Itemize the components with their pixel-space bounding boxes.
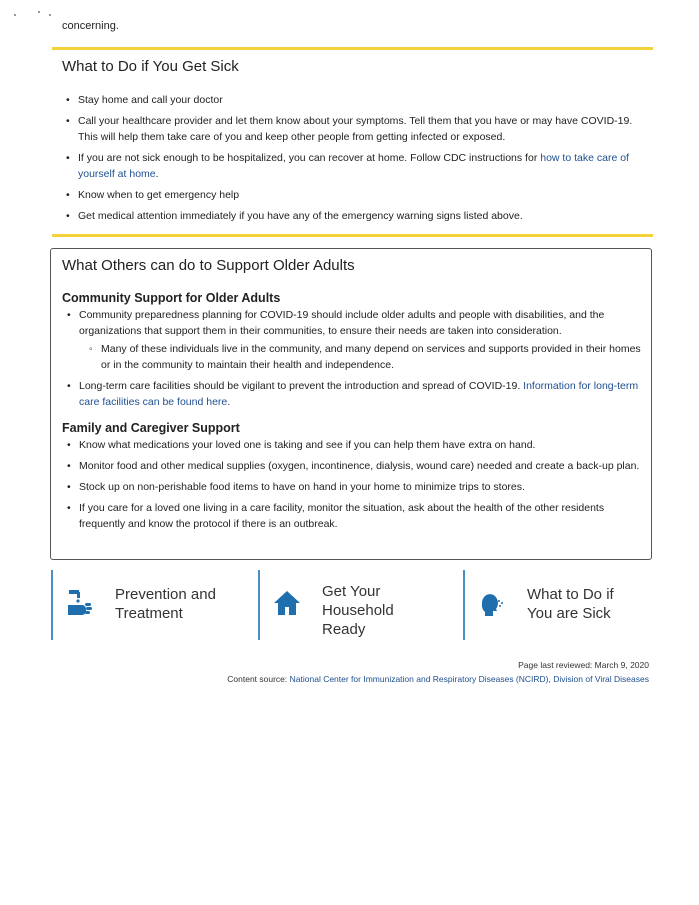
card-label: What to Do if You are Sick [527, 586, 614, 622]
sick-card[interactable] [463, 570, 655, 640]
list-item: • Know what medications your loved one is taking and see if you can help them have extra on hand. [67, 437, 641, 453]
list-item: • If you care for a loved one living in a care facility, monitor the situation, ask about the health of the other residents frequently and know the protocol if there is an outbreak. [67, 500, 641, 532]
handwashing-icon [65, 588, 95, 618]
home-care-link[interactable]: how to take care of yourself at home [78, 152, 629, 180]
continued-text: concerning. [62, 20, 119, 32]
card-label: Get Your Household Ready [322, 583, 394, 638]
section-divider [52, 47, 653, 50]
list-item: • Call your healthcare provider and let them know about your symptoms. Tell them that you have or may have COVID-19. This will help them take care of you and keep other people from getting infected or exposed. [66, 113, 638, 145]
support-older-adults-box [50, 248, 652, 560]
list-item [67, 378, 641, 410]
ncird-link[interactable]: National Center for Immunization and Respiratory Diseases (NCIRD) [289, 674, 549, 684]
list-item: • Monitor food and other medical supplies (oxygen, incontinence, dialysis, wound care) needed and create a back-up plan. [67, 458, 641, 474]
list-item-punct: . [155, 168, 159, 180]
viral-diseases-link[interactable]: Division of Viral Diseases [553, 674, 649, 684]
family-heading: Family and Caregiver Support [62, 421, 240, 435]
community-list [67, 307, 641, 415]
house-icon [272, 588, 302, 618]
list-item: • Get medical attention immediately if you have any of the emergency warning signs listed above. [66, 208, 638, 224]
content-source-label: Content source: [227, 674, 290, 684]
prevention-card[interactable] [51, 570, 248, 640]
list-item: • Know when to get emergency help [66, 187, 638, 203]
card-label: Prevention and Treatment [115, 586, 216, 622]
family-list [67, 437, 641, 537]
sick-person-icon [477, 588, 507, 618]
community-heading: Community Support for Older Adults [62, 291, 281, 305]
sick-heading: What to Do if You Get Sick [62, 58, 239, 75]
support-heading: What Others can do to Support Older Adults [62, 257, 355, 274]
list-item-text: Community preparedness planning for COVID-19 should include older adults and people with disabilities, and the organizations that support them in their communities, to ensure their needs are taken into consideration. [79, 309, 605, 337]
list-item-text: Long-term care facilities should be vigilant to prevent the introduction and spread of COVID-19. [79, 380, 524, 392]
section-divider [52, 234, 653, 237]
list-item: • Stock up on non-perishable food items to have on hand in your home to minimize trips to stores. [67, 479, 641, 495]
list-item: • Stay home and call your doctor [66, 92, 638, 108]
scan-speck [14, 14, 16, 16]
list-item [67, 307, 641, 373]
scan-speck [38, 11, 40, 13]
scan-speck [49, 14, 51, 16]
ltc-facilities-link[interactable]: Information for long-term care facilities can be found here. [79, 380, 639, 408]
sub-list-item: ◦ Many of these individuals live in the community, and many depend on services and supports provided in their homes or in the community to maintain their health and independence. [79, 341, 641, 373]
last-reviewed: Page last reviewed: March 9, 2020 [518, 660, 649, 670]
sick-list [66, 92, 638, 229]
content-source [227, 674, 649, 684]
list-item [66, 150, 638, 182]
list-item-text: If you are not sick enough to be hospitalized, you can recover at home. Follow CDC instructions for [78, 152, 541, 164]
content-source-sep: , [548, 674, 554, 684]
household-card[interactable] [258, 570, 455, 640]
